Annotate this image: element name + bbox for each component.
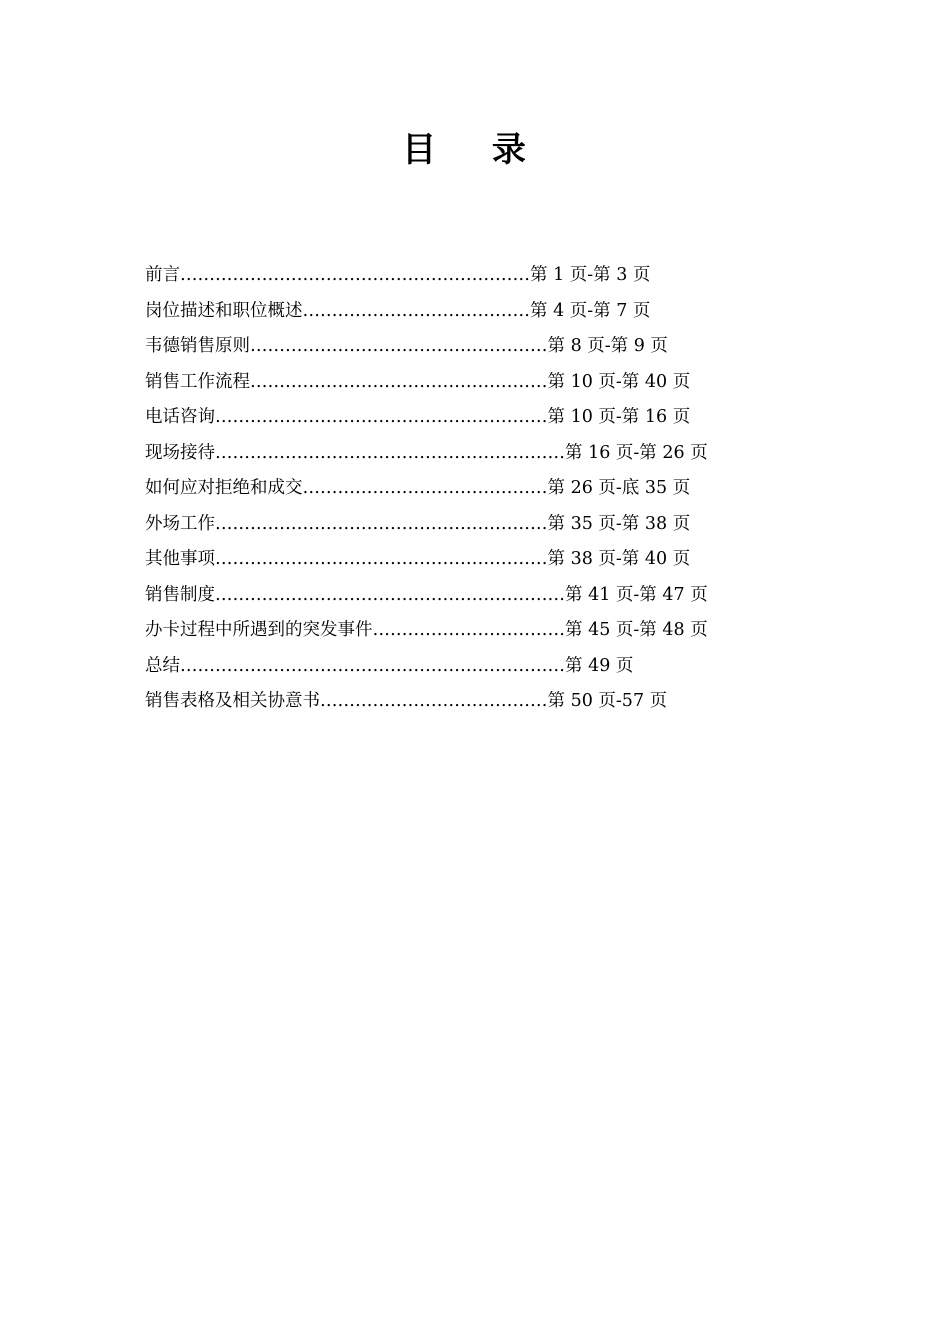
toc-leader-dots: ………………………………… [320,691,548,711]
toc-page-range: 第 35 页-第 38 页 [547,513,691,534]
toc-leader-dots: …………………………………………………… [180,265,530,285]
toc-row [145,649,845,685]
toc-leader-dots: …………………………………………… [250,371,548,392]
toc-row [145,542,845,578]
toc-row [145,471,845,507]
toc-row [145,329,845,365]
toc-row [145,436,845,472]
toc-page-range: 第 49 页 [565,655,634,676]
toc-page-range: 第 50 页-57 页 [547,691,668,711]
toc-entry: 韦德销售原则 [145,336,250,356]
toc-leader-dots: …………………………………………… [250,336,548,356]
toc-entry: 办卡过程中所遇到的突发事件 [145,620,373,640]
toc-entry: 外场工作 [145,513,215,534]
toc-row [145,684,845,720]
toc-row [145,258,845,294]
toc-entry: 电话咨询 [145,407,215,427]
toc-page-range: 第 1 页-第 3 页 [530,265,651,285]
toc-entry: 销售表格及相关协意书 [145,691,320,711]
toc-leader-dots: …………………………………… [302,478,548,498]
toc-entry: 销售工作流程 [145,371,250,392]
toc-page-range: 第 38 页-第 40 页 [547,549,691,569]
toc-entry: 岗位描述和职位概述 [145,300,303,321]
toc-page-range: 第 45 页-第 48 页 [565,620,708,640]
toc-row [145,365,845,401]
toc-row [145,400,845,436]
toc-leader-dots: ………………………………………………………… [180,655,565,676]
toc-leader-dots: …………………………………………………… [215,584,565,605]
toc-leader-dots: …………………………… [372,620,565,640]
toc-row [145,613,845,649]
toc-leader-dots: …………………………………………………… [215,442,565,463]
toc-entry: 其他事项 [145,549,215,569]
toc-leader-dots: ………………………………… [302,300,530,321]
toc-row [145,507,845,543]
toc-row [145,578,845,614]
toc-page-range: 第 16 页-第 26 页 [565,442,708,463]
table-of-contents [145,258,845,720]
toc-leader-dots: ………………………………………………… [215,549,548,569]
toc-page-range: 第 41 页-第 47 页 [565,584,708,605]
toc-row [145,294,845,330]
toc-entry: 销售制度 [145,584,215,605]
toc-leader-dots: ………………………………………………… [215,513,548,534]
toc-title: 目 录 [402,130,548,170]
toc-page-range: 第 26 页-底 35 页 [547,478,691,498]
toc-entry: 总结 [145,655,180,676]
toc-entry: 如何应对拒绝和成交 [145,478,303,498]
toc-page-range: 第 10 页-第 16 页 [547,407,691,427]
toc-leader-dots: ………………………………………………… [215,407,548,427]
toc-page-range: 第 8 页-第 9 页 [547,336,668,356]
toc-page-range: 第 4 页-第 7 页 [530,300,651,321]
toc-entry: 现场接待 [145,442,215,463]
toc-page-range: 第 10 页-第 40 页 [547,371,691,392]
toc-entry: 前言 [145,265,180,285]
